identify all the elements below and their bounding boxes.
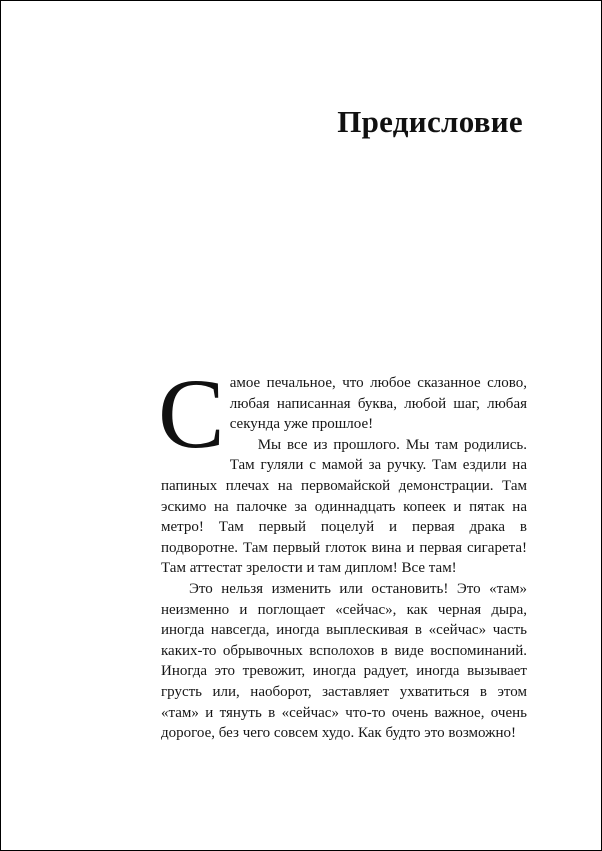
page-title: Предисловие (337, 104, 523, 139)
paragraph-3: Это нельзя изменить или остановить! Это «там» неизменно и поглощает «сейчас», как черная дыра, иногда навсегда, иногда выплескивая в «сейчас» часть каких-то обрывочных всполохов в виде воспоминаний. Иногда это тревожит, иногда радует, иногда вызывает грусть или, наоборот, заставляет ухватиться в этом «там» и тянуть в «сейчас» что-то очень важное, очень дорогое, без чего совсем худо. Как будто это возможно! (161, 580, 527, 742)
paragraph-1-text: амое печальное, что любое сказанное слово, любая написанная буква, любой шаг, любая секунда уже прошлое! (229, 375, 527, 433)
body-text (158, 358, 527, 744)
paragraph-2: Мы все из прошлого. Мы там родились. Там гуляли с мамой за ручку. Там ездили на папиных плечах на первомайской демонстрации. Там эскимо на палочке за одиннадцать копеек и пятак на метро! Там первый поцелуй и первая драка в подворотне. Там первый глоток вина и первая сигарета! Там аттестат зрелости и там диплом! Все там! (161, 436, 527, 577)
drop-cap: С (158, 358, 225, 469)
